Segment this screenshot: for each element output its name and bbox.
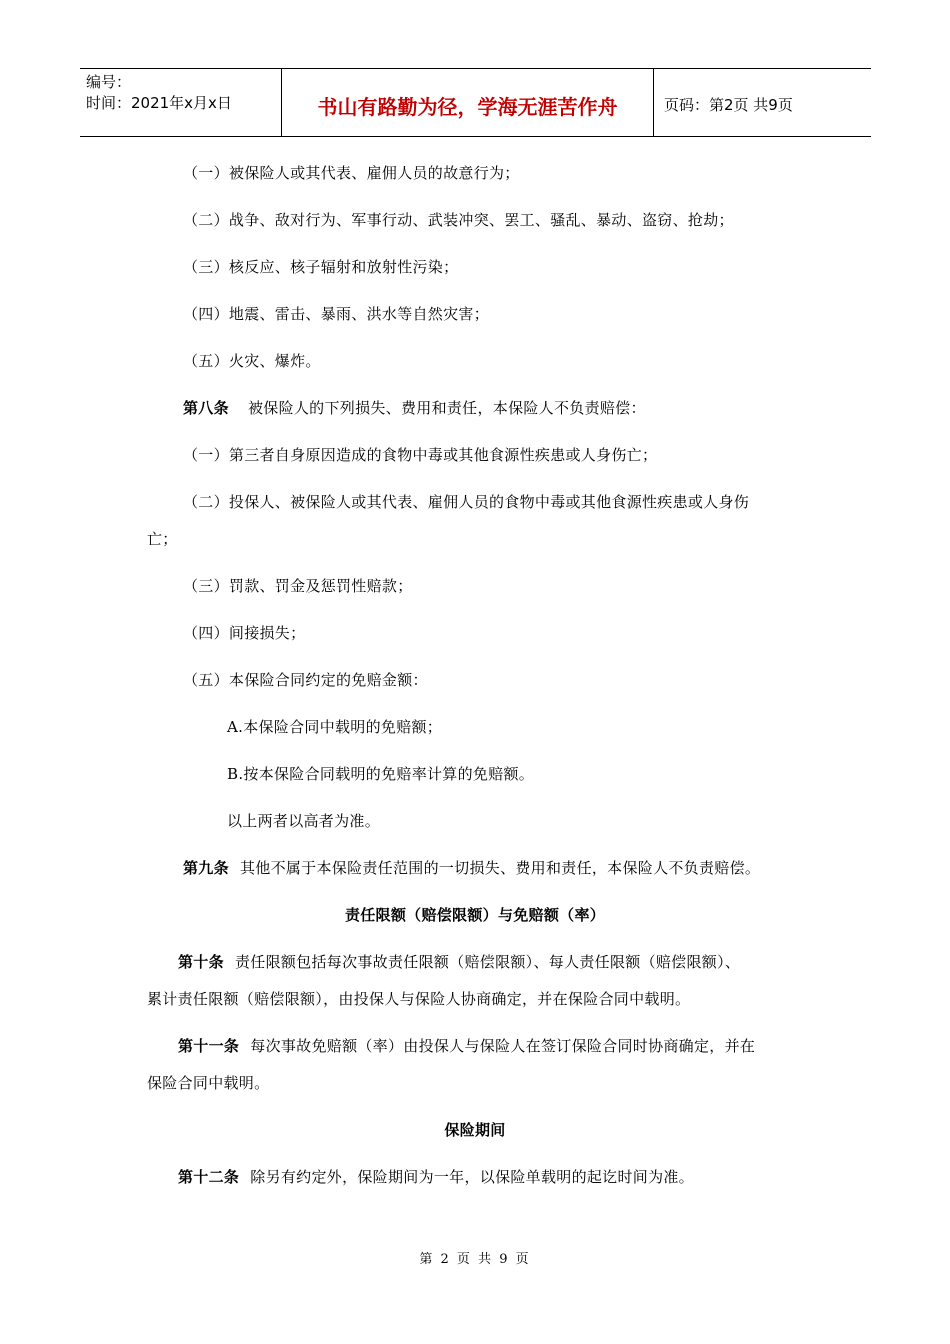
sub-clause-line: A.本保险合同中载明的免赔额；: [227, 718, 443, 736]
article-text-continued: 保险合同中载明。: [147, 1074, 270, 1092]
document-number-label: 编号：: [86, 73, 132, 91]
article-title: 第十一条: [178, 1037, 240, 1055]
sub-clause-line: 以上两者以高者为准。: [227, 812, 381, 830]
article-text: 责任限额包括每次事故责任限额（赔偿限额）、每人责任限额（赔偿限额）、: [234, 953, 741, 971]
clause-line: （一）第三者自身原因造成的食物中毒或其他食源性疾患或人身伤亡；: [183, 446, 658, 464]
header-meta: [80, 69, 282, 136]
article-text: 每次事故免赔额（率）由投保人与保险人在签订保险合同时协商确定，并在: [250, 1037, 756, 1055]
article-title: 第九条: [183, 859, 229, 877]
clause-line: （五）本保险合同约定的免赔金额：: [183, 671, 428, 689]
article-text: 除另有约定外，保险期间为一年，以保险单载明的起讫时间为准。: [250, 1168, 694, 1186]
page-header: [80, 68, 871, 137]
section-heading: 保险期间: [444, 1121, 506, 1139]
clause-line-continued: 亡；: [147, 530, 178, 548]
header-page-number: 页码：第2页 共9页: [664, 96, 793, 114]
header-motto: 书山有路勤为径，学海无涯苦作舟: [282, 69, 654, 136]
clause-line: （二）投保人、被保险人或其代表、雇佣人员的食物中毒或其他食源性疾患或人身伤: [183, 493, 750, 511]
clause-line: （三）罚款、罚金及惩罚性赔款；: [183, 577, 413, 595]
page-footer: 第 2 页 共 9 页: [419, 1252, 531, 1267]
clause-line: （四）间接损失；: [183, 624, 306, 642]
article-8: [183, 397, 646, 418]
article-12: [178, 1166, 694, 1187]
article-title: 第十二条: [178, 1168, 240, 1186]
article-text: 被保险人的下列损失、费用和责任，本保险人不负责赔偿：: [247, 399, 646, 417]
sub-clause-line: B.按本保险合同载明的免赔率计算的免赔额。: [227, 765, 535, 783]
clause-line: （一）被保险人或其代表、雇佣人员的故意行为；: [183, 164, 520, 182]
document-date-label: 时间：2021年x月x日: [86, 94, 232, 112]
article-title: 第八条: [183, 399, 229, 417]
article-text-continued: 累计责任限额（赔偿限额），由投保人与保险人协商确定，并在保险合同中载明。: [147, 990, 691, 1008]
article-11: [178, 1035, 755, 1056]
article-9: [183, 857, 760, 878]
article-text: 其他不属于本保险责任范围的一切损失、费用和责任，本保险人不负责赔偿。: [239, 859, 761, 877]
article-10: [178, 951, 740, 972]
clause-line: （二）战争、敌对行为、军事行动、武装冲突、罢工、骚乱、暴动、盗窃、抢劫；: [183, 211, 734, 229]
clause-line: （四）地震、雷击、暴雨、洪水等自然灾害；: [183, 305, 490, 323]
clause-line: （三）核反应、核子辐射和放射性污染；: [183, 258, 459, 276]
clause-line: （五）火灾、爆炸。: [183, 352, 321, 370]
section-heading: 责任限额（赔偿限额）与免赔额（率）: [344, 906, 606, 924]
article-title: 第十条: [178, 953, 224, 971]
